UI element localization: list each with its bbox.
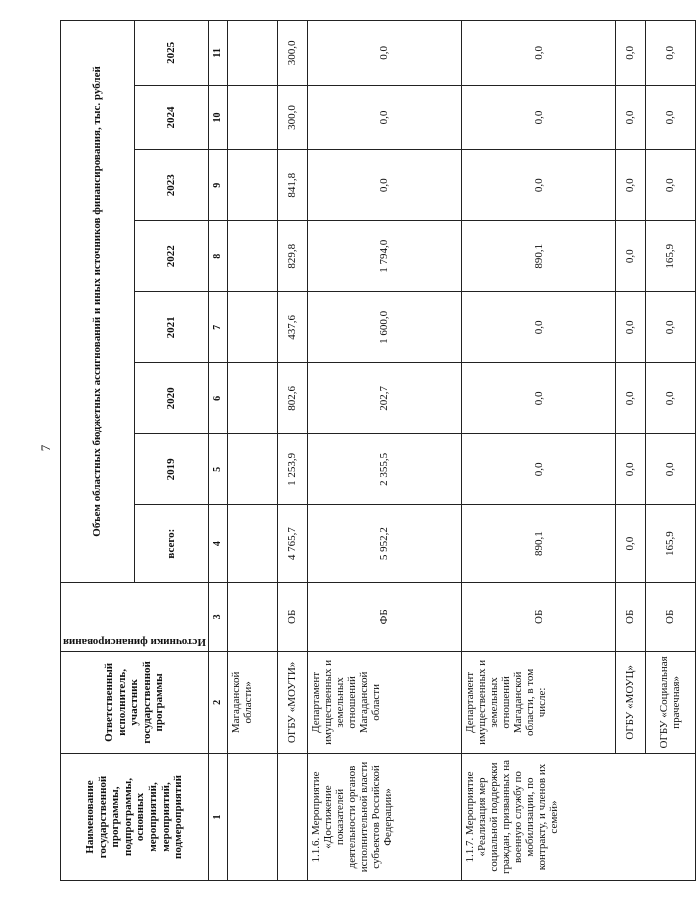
col-index: 10 [208, 85, 227, 150]
row-value: 0,0 [307, 85, 461, 150]
rotated-page [60, 20, 683, 881]
row-value: 0,0 [645, 150, 695, 221]
row-name: 1.1.6. Мероприятие «Достижение показателей деятельности органов исполнительной власти субъектов Российской Федерации» [307, 754, 461, 881]
row-name [227, 754, 277, 881]
row-value: 0,0 [616, 21, 645, 86]
row-value [227, 150, 277, 221]
table-row [227, 21, 277, 881]
row-value: 300,0 [278, 21, 307, 86]
header-volume: Объем областных бюджетных ассигнований и иных источников финансирования, тыс. рублей [61, 21, 135, 583]
col-index: 8 [208, 221, 227, 292]
row-value [227, 434, 277, 505]
row-value: 0,0 [307, 150, 461, 221]
header-row-1 [61, 21, 135, 881]
row-value: 802,6 [278, 363, 307, 434]
header-name: Наименование государственной программы, подпрограммы, основных мероприятий, мероприятий, подмероприятий [61, 754, 209, 881]
row-value: 1 600,0 [307, 292, 461, 363]
header-year: 2025 [134, 21, 208, 86]
table-row [307, 21, 461, 881]
row-value: 0,0 [616, 363, 645, 434]
row-value: 0,0 [461, 292, 615, 363]
header-year: 2023 [134, 150, 208, 221]
col-index: 6 [208, 363, 227, 434]
row-value: 165,9 [645, 505, 695, 582]
row-value [227, 85, 277, 150]
row-value: 1 253,9 [278, 434, 307, 505]
row-value: 0,0 [645, 363, 695, 434]
row-value: 0,0 [616, 505, 645, 582]
row-value [227, 21, 277, 86]
row-value: 0,0 [645, 85, 695, 150]
row-value: 0,0 [461, 85, 615, 150]
row-value: 1 794,0 [307, 221, 461, 292]
row-source: ФБ [307, 582, 461, 651]
row-executor: Департамент имущественных и земельных отношений Магаданской области, в том числе: [461, 651, 615, 753]
row-value: 0,0 [645, 292, 695, 363]
header-source-cell [61, 582, 209, 651]
row-value: 0,0 [307, 21, 461, 86]
row-executor: ОГБУ «МОУЦ» [616, 651, 645, 753]
row-value: 0,0 [461, 363, 615, 434]
row-value: 165,9 [645, 221, 695, 292]
col-index: 11 [208, 21, 227, 86]
row-value [227, 505, 277, 582]
row-source: ОБ [645, 582, 695, 651]
table-row [616, 21, 645, 881]
row-source: ОБ [461, 582, 615, 651]
col-index: 7 [208, 292, 227, 363]
col-index: 2 [208, 651, 227, 753]
row-value [227, 363, 277, 434]
row-value: 5 952,2 [307, 505, 461, 582]
row-source [227, 582, 277, 651]
row-value: 2 355,5 [307, 434, 461, 505]
row-value: 0,0 [461, 150, 615, 221]
row-value: 890,1 [461, 221, 615, 292]
page-number: 7 [38, 444, 53, 452]
row-value: 0,0 [616, 85, 645, 150]
financing-table [60, 20, 696, 881]
row-value: 0,0 [645, 434, 695, 505]
table-row [461, 21, 615, 881]
row-value: 0,0 [616, 150, 645, 221]
row-value: 300,0 [278, 85, 307, 150]
row-value: 202,7 [307, 363, 461, 434]
row-value: 0,0 [461, 21, 615, 86]
col-index: 9 [208, 150, 227, 221]
col-index: 5 [208, 434, 227, 505]
row-value: 829,8 [278, 221, 307, 292]
row-value: 4 765,7 [278, 505, 307, 582]
row-value: 841,8 [278, 150, 307, 221]
header-source: Источники финансирования [63, 635, 206, 648]
col-index: 4 [208, 505, 227, 582]
row-value: 0,0 [461, 434, 615, 505]
row-name [278, 754, 307, 881]
row-value: 0,0 [616, 292, 645, 363]
table-row [645, 21, 695, 881]
col-index: 3 [208, 582, 227, 651]
header-year: 2022 [134, 221, 208, 292]
row-value [227, 292, 277, 363]
row-executor: ОГБУ «Социальная прачечная» [645, 651, 695, 753]
header-year: 2024 [134, 85, 208, 150]
header-year: 2021 [134, 292, 208, 363]
col-index: 1 [208, 754, 227, 881]
header-year: 2020 [134, 363, 208, 434]
index-row [208, 21, 227, 881]
table-row [278, 21, 307, 881]
row-value: 437,6 [278, 292, 307, 363]
row-value: 0,0 [616, 434, 645, 505]
header-total: всего: [134, 505, 208, 582]
row-value: 0,0 [616, 221, 645, 292]
header-year: 2019 [134, 434, 208, 505]
header-executor: Ответственный исполнитель, участник государственной программы [61, 651, 209, 753]
row-executor: Департамент имущественных и земельных отношений Магаданской области [307, 651, 461, 753]
row-value: 890,1 [461, 505, 615, 582]
row-value: 0,0 [645, 21, 695, 86]
row-name: 1.1.7. Мероприятие «Реализация мер социальной поддержки граждан, призванных на военную службу по мобилизации, по контракту, и членов их семей» [461, 754, 695, 881]
row-executor: ОГБУ «МОУТИ» [278, 651, 307, 753]
row-value [227, 221, 277, 292]
row-source: ОБ [616, 582, 645, 651]
row-source: ОБ [278, 582, 307, 651]
row-executor: Магаданской области» [227, 651, 277, 753]
